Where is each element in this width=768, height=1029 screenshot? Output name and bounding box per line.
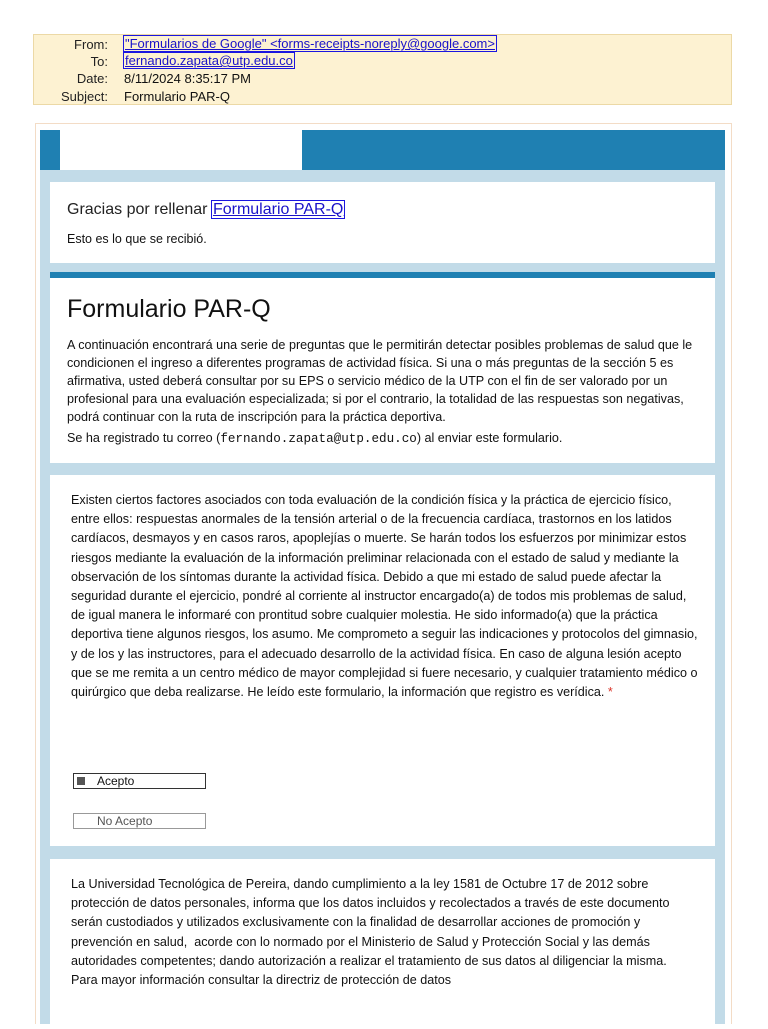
from-row (34, 36, 731, 53)
form-link[interactable]: Formulario PAR-Q (212, 201, 344, 218)
receipt-card (50, 182, 715, 263)
form-receipt-frame (40, 130, 725, 1024)
to-label: To: (90, 54, 108, 69)
date-value: 8/11/2024 8:35:17 PM (124, 71, 251, 86)
header-banner-tab (60, 130, 302, 170)
subject-label: Subject: (61, 89, 108, 104)
thanks-text (67, 201, 344, 219)
received-text: Esto es lo que se recibió. (67, 232, 207, 246)
subject-row (34, 88, 731, 105)
consent-question-card (50, 475, 715, 846)
date-label: Date: (76, 71, 108, 86)
option-no-acepto-label: No Acepto (97, 814, 153, 828)
required-mark: * (607, 685, 613, 700)
form-header-card (50, 272, 715, 463)
option-acepto[interactable] (73, 773, 206, 789)
header-banner (40, 130, 725, 170)
subject-value: Formulario PAR-Q (124, 89, 230, 104)
privacy-card (50, 859, 715, 1029)
selected-indicator-icon (77, 777, 85, 785)
consent-question (71, 491, 699, 702)
email-note (67, 431, 562, 446)
email-note-address: fernando.zapata@utp.edu.co (220, 432, 417, 446)
option-acepto-label: Acepto (97, 774, 135, 788)
consent-question-text: Existen ciertos factores asociados con toda evaluación de la condición física y la práctica de ejercicio físico, entre ellos: respuestas anormales de la tensión arterial o de la frecuencia cardíaca, trastornos en los latidos cardíacos, desmayos y en casos raros, apoplejías o muerte. Se harán todos los esfuerzos por minimizar estos riesgos mediante la evaluación de la información preliminar relacionada con el estado de salud y mediante la observación de los síntomas durante la actividad física. Debido a que mi estado de salud puede afectar la seguridad durante el ejercicio, pondré al corriente al instructor encargado(a) de todos mis problemas de salud, de igual manera le informaré con prontitud sobre cualquier molestia. He sido informado(a) que la práctica deportiva tiene algunos riesgos, los asumo. Me comprometo a seguir las indicaciones y protocolos del gimnasio, y de los y las instructores, para el adecuado desarrollo de la actividad física. En caso de alguna lesión acepto que se me remita a un centro médico de mayor complejidad si fuere necesario, y cualquier tratamiento médico o quirúrgico que deba realizarse. He leído este formulario, la información que registro es verídica. (71, 493, 698, 700)
to-link[interactable]: fernando.zapata@utp.edu.co (125, 53, 293, 68)
from-label: From: (74, 37, 108, 52)
email-header (33, 34, 732, 105)
form-title: Formulario PAR-Q (67, 295, 271, 323)
from-link[interactable]: "Formularios de Google" <forms-receipts-noreply@google.com> (125, 36, 495, 51)
email-note-suffix: ) al enviar este formulario. (416, 431, 563, 445)
privacy-text: La Universidad Tecnológica de Pereira, dando cumplimiento a la ley 1581 de Octubre 17 de 2012 sobre protección de datos personales, informa que los datos incluidos y recolectados a través de este documento serán custodiados y utilizados exclusivamente con la finalidad de desarrollar acciones de promoción y prevención en salud, acorde con lo normado por el Ministerio de Salud y Protección Social y las demás autoridades competentes; dando autorización a realizar el tratamiento de sus datos al diligenciar la misma. Para mayor información consultar la directriz de protección de datos (71, 877, 692, 988)
thanks-prefix: Gracias por rellenar (67, 201, 212, 218)
to-row (34, 53, 731, 70)
date-row (34, 70, 731, 87)
form-description: A continuación encontrará una serie de preguntas que le permitirán detectar posibles problemas de salud que le condicionen el ingreso a diferentes programas de actividad física. Si una o más preguntas de la sección 5 es afirmativa, usted deberá consultar por su EPS o servicio médico de la UTP con el fin de ser valorado por un profesional para una evaluación especializada; si por el contrario, la totalidad de las respuestas son negativas, podrá continuar con la ruta de inscripción para la práctica deportiva. (67, 338, 693, 424)
option-no-acepto[interactable] (73, 813, 206, 829)
email-note-prefix: Se ha registrado tu correo ( (67, 431, 221, 445)
